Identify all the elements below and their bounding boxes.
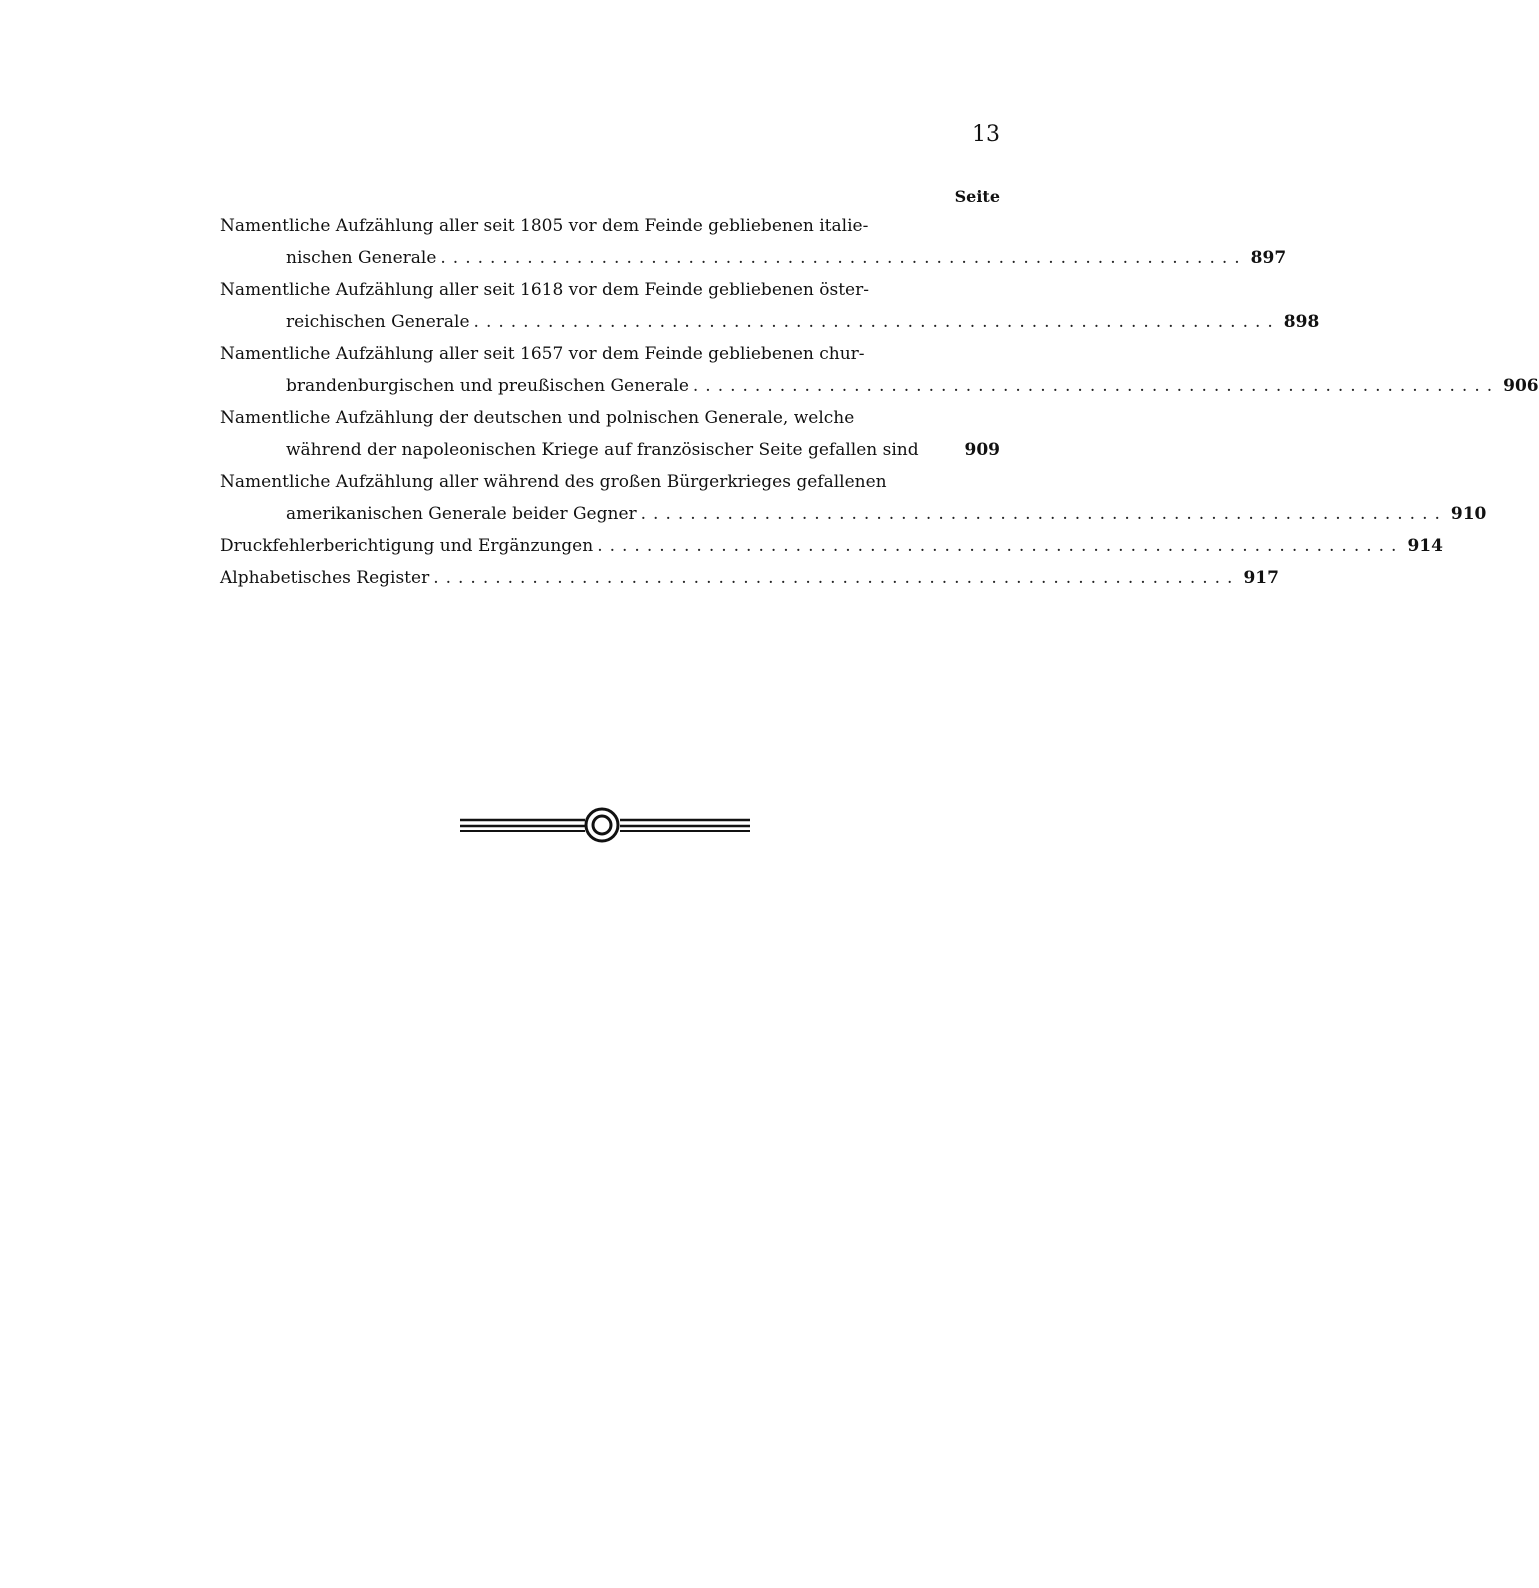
- toc-entry-line: [220, 274, 1000, 306]
- toc-entry-line: [220, 530, 1443, 562]
- toc-entry-title: Namentliche Aufzählung aller während des großen Bürgerkrieges gefallenen: [220, 472, 887, 492]
- toc-entry-line: [220, 210, 1000, 242]
- dot-leader: .................................................................: [640, 504, 1447, 524]
- toc-entry-title: Namentliche Aufzählung aller seit 1805 vor dem Feinde gebliebenen italie-: [220, 216, 869, 236]
- page-number: 13: [972, 122, 1000, 147]
- dot-leader: .................................................................: [473, 312, 1280, 332]
- toc-entry-title-cont: reichischen Generale: [286, 312, 470, 332]
- toc-entry-title-cont: brandenburgischen und preußischen Generale: [286, 376, 689, 396]
- toc-entry-line: [220, 466, 1000, 498]
- toc-entry-line: [220, 562, 1279, 594]
- toc-entry-line: [220, 370, 1539, 402]
- toc-entry-title: Alphabetisches Register: [220, 568, 430, 588]
- seite-header: Seite: [954, 187, 1000, 206]
- toc-entry-line: [220, 338, 1000, 370]
- toc-entry-title: Druckfehlerberichtigung und Ergänzungen: [220, 536, 594, 556]
- dot-leader: .................................................................: [440, 248, 1247, 268]
- toc-entry-page: 906: [1503, 376, 1539, 396]
- ornament-divider-icon: [460, 800, 750, 850]
- toc-entry-title: Namentliche Aufzählung der deutschen und polnischen Generale, welche: [220, 408, 855, 428]
- toc-entry-page: 897: [1250, 248, 1287, 268]
- dot-leader: .................................................................: [433, 568, 1240, 588]
- toc-entry-page: 898: [1283, 312, 1320, 332]
- toc-entry-line: [220, 242, 1287, 274]
- toc-entry-title-cont: während der napoleonischen Kriege auf französischer Seite gefallen sind: [286, 440, 919, 460]
- toc-entry-line: [220, 306, 1320, 338]
- table-of-contents: [220, 184, 1539, 594]
- toc-entry-page: 910: [1450, 504, 1487, 524]
- toc-entry-line: [220, 498, 1487, 530]
- toc-entry-page: 917: [1243, 568, 1279, 588]
- toc-entry-title-cont: amerikanischen Generale beider Gegner: [286, 504, 637, 524]
- toc-entry-page: 914: [1407, 536, 1443, 556]
- toc-entry-title: Namentliche Aufzählung aller seit 1657 vor dem Feinde gebliebenen chur-: [220, 344, 865, 364]
- toc-entry-title: Namentliche Aufzählung aller seit 1618 vor dem Feinde gebliebenen öster-: [220, 280, 869, 300]
- dot-leader: .................................................................: [692, 376, 1500, 396]
- dot-leader: .................................................................: [597, 536, 1404, 556]
- toc-entry-line: [220, 402, 1000, 434]
- toc-entry-line: [220, 434, 1000, 466]
- toc-entry-title-cont: nischen Generale: [286, 248, 437, 268]
- toc-entry-page: 909: [964, 440, 1000, 460]
